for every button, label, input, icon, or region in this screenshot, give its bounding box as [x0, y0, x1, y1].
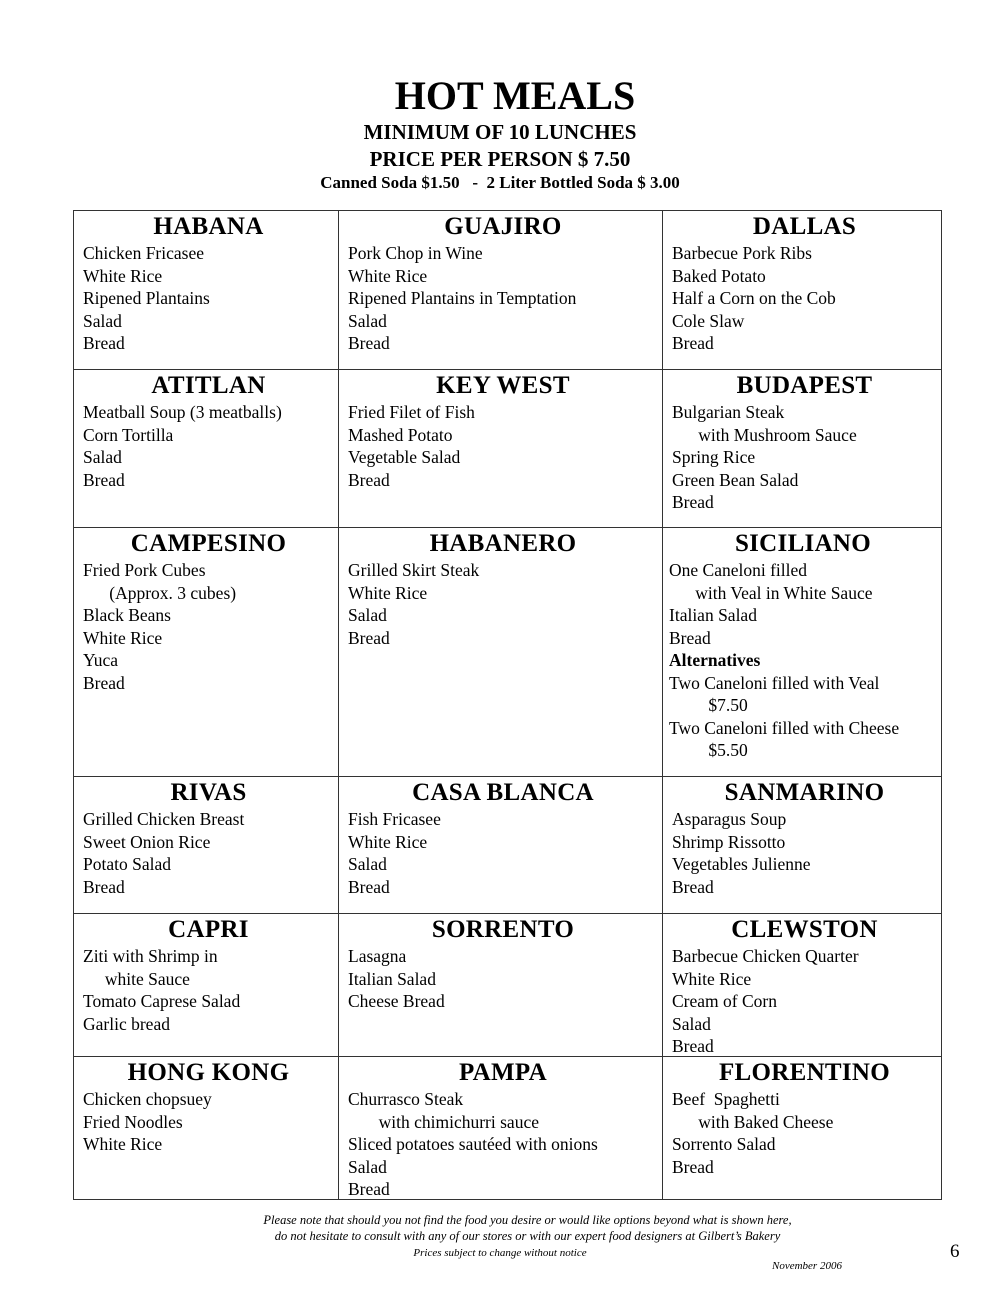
meal-cell-habanero: [339, 528, 663, 777]
meal-name: PAMPA: [458, 1059, 548, 1086]
meal-item: Spring Rice: [672, 447, 756, 467]
meal-item: Cheese Bread: [348, 991, 445, 1011]
meal-item: Italian Salad: [669, 605, 757, 625]
meal-name: KEY WEST: [436, 372, 570, 399]
meal-item: Salad: [83, 310, 122, 331]
meal-item: Mashed Potato: [348, 424, 453, 445]
meal-item: Ripened Plantains: [83, 288, 210, 308]
meal-item: white Sauce: [83, 968, 190, 989]
meal-item: Bread: [83, 672, 125, 693]
meal-name: CLEWSTON: [731, 916, 878, 943]
meal-item: White Rice: [83, 1134, 163, 1154]
meal-item: White Rice: [348, 265, 428, 286]
menu-table: [73, 210, 942, 1200]
minimum-lunches: MINIMUM OF 10 LUNCHES: [363, 120, 637, 144]
meal-name: SORRENTO: [431, 916, 575, 943]
meal-cell-pampa: [339, 1057, 663, 1199]
meal-item: White Rice: [83, 265, 163, 286]
meal-item: Churrasco Steak: [348, 1089, 464, 1109]
meal-item: Black Beans: [83, 605, 171, 625]
meal-cell-capri: [74, 914, 339, 1057]
meal-item: Green Bean Salad: [672, 469, 799, 490]
meal-name: CAPRI: [168, 916, 249, 943]
meal-item: Vegetables Julienne: [672, 854, 811, 874]
meal-cell-florentino: [663, 1057, 941, 1199]
meal-cell-habana: [74, 211, 339, 370]
meal-item: Grilled Skirt Steak: [348, 560, 480, 580]
meal-item: Bread: [83, 469, 125, 490]
meal-item: Fried Noodles: [83, 1111, 183, 1132]
meal-cell-hong-kong: [74, 1057, 339, 1199]
meal-item: White Rice: [348, 831, 428, 852]
meal-item: $5.50: [669, 740, 748, 760]
meal-name: CASA BLANCA: [412, 779, 594, 806]
meal-name: HABANA: [153, 213, 264, 240]
meal-item: Salad: [672, 1013, 711, 1034]
meal-item: Chicken Fricasee: [83, 243, 204, 263]
meal-item: Bread: [348, 876, 390, 897]
meal-name: HONG KONG: [127, 1059, 290, 1086]
meal-item: Fish Fricasee: [348, 809, 441, 829]
meal-item: Sweet Onion Rice: [83, 831, 211, 852]
meal-item: Bread: [83, 876, 125, 897]
document-date: November 2006: [772, 1260, 842, 1272]
meal-item: Barbecue Chicken Quarter: [672, 946, 859, 966]
footer-note-line-2: do not hesitate to consult with any of our stores or with our expert food designers at Gilbert’s Bakery: [274, 1229, 781, 1243]
meal-name: SANMARINO: [724, 779, 885, 806]
meal-name: GUAJIRO: [444, 213, 562, 240]
meal-name: SICILIANO: [734, 530, 872, 557]
meal-item: White Rice: [83, 627, 163, 648]
meal-item: with Mushroom Sauce: [672, 424, 857, 445]
meal-item: Sorrento Salad: [672, 1134, 776, 1154]
meal-item: Meatball Soup (3 meatballs): [83, 402, 282, 422]
soda-prices: Canned Soda $1.50 - 2 Liter Bottled Soda $ 3.00: [320, 173, 680, 192]
meal-item: Sliced potatoes sautéed with onions: [348, 1134, 598, 1154]
meal-cell-guajiro: [339, 211, 663, 370]
meal-item: Half a Corn on the Cob: [672, 288, 836, 308]
meal-item: Vegetable Salad: [348, 447, 461, 467]
meal-item: Salad: [348, 605, 387, 625]
meal-item: Bread: [348, 1179, 390, 1199]
meal-item: Grilled Chicken Breast: [83, 809, 245, 829]
meal-item: Cream of Corn: [672, 991, 777, 1011]
meal-item: Chicken chopsuey: [83, 1089, 212, 1109]
page-number: 6: [950, 1241, 960, 1262]
meal-item: Salad: [348, 854, 387, 874]
meal-item: Tomato Caprese Salad: [83, 991, 241, 1011]
meal-item: Bread: [672, 492, 714, 512]
meal-name: ATITLAN: [151, 372, 266, 399]
meal-item: with chimichurri sauce: [348, 1111, 539, 1132]
meal-cell-sorrento: [339, 914, 663, 1057]
meal-name: CAMPESINO: [130, 530, 287, 557]
price-per-person: PRICE PER PERSON $ 7.50: [369, 147, 631, 171]
page-title: HOT MEALS: [394, 73, 636, 118]
meal-name: RIVAS: [170, 779, 247, 806]
meal-cell-siciliano: [663, 528, 941, 777]
meal-cell-rivas: [74, 777, 339, 914]
meal-item: with Baked Cheese: [672, 1111, 834, 1132]
meal-item: Bread: [348, 469, 390, 490]
meal-name: DALLAS: [752, 213, 857, 240]
meal-name: FLORENTINO: [718, 1059, 891, 1086]
meal-item: with Veal in White Sauce: [669, 582, 873, 603]
meal-item: Salad: [348, 1156, 387, 1177]
meal-item: Cole Slaw: [672, 310, 745, 331]
meal-item: One Caneloni filled: [669, 560, 808, 580]
meal-item: Two Caneloni filled with Veal: [669, 672, 880, 693]
meal-item: Alternatives: [669, 650, 761, 670]
meal-item: Two Caneloni filled with Cheese: [669, 717, 900, 738]
meal-item: Bread: [672, 1036, 714, 1056]
meal-item: Salad: [83, 447, 122, 467]
meal-item: (Approx. 3 cubes): [83, 582, 237, 603]
meal-cell-clewston: [663, 914, 941, 1057]
meal-item: Lasagna: [348, 946, 407, 966]
meal-item: Garlic bread: [83, 1013, 170, 1034]
meal-cell-dallas: [663, 211, 941, 370]
meal-item: Ziti with Shrimp in: [83, 946, 218, 966]
meal-item: Bulgarian Steak: [672, 402, 785, 422]
meal-name: BUDAPEST: [736, 372, 873, 399]
meal-cell-key-west: [339, 370, 663, 528]
meal-item: Yuca: [83, 650, 118, 670]
meal-item: Barbecue Pork Ribs: [672, 243, 812, 263]
meal-item: Baked Potato: [672, 265, 766, 286]
meal-cell-atitlan: [74, 370, 339, 528]
meal-item: Bread: [672, 333, 714, 353]
meal-item: Bread: [672, 1156, 714, 1177]
meal-cell-casa-blanca: [339, 777, 663, 914]
meal-item: White Rice: [672, 968, 752, 989]
footer-note-line-1: Please note that should you not find the food you desire or would like options beyond what is shown here,: [263, 1213, 792, 1227]
meal-item: Fried Filet of Fish: [348, 402, 475, 422]
meal-item: Shrimp Rissotto: [672, 831, 786, 852]
prices-note: Prices subject to change without notice: [413, 1247, 587, 1259]
meal-item: $7.50: [669, 695, 748, 715]
meal-item: Bread: [83, 333, 125, 353]
meal-item: Bread: [348, 333, 390, 353]
meal-item: White Rice: [348, 582, 428, 603]
meal-item: Beef Spaghetti: [672, 1089, 780, 1109]
meal-item: Corn Tortilla: [83, 424, 174, 445]
meal-item: Bread: [672, 876, 714, 897]
meal-item: Italian Salad: [348, 968, 436, 989]
meal-item: Salad: [348, 310, 387, 331]
meal-item: Fried Pork Cubes: [83, 560, 206, 580]
meal-item: Pork Chop in Wine: [348, 243, 483, 263]
meal-item: Bread: [348, 627, 390, 648]
meal-cell-sanmarino: [663, 777, 941, 914]
meal-cell-budapest: [663, 370, 941, 528]
meal-item: Bread: [669, 627, 711, 648]
meal-cell-campesino: [74, 528, 339, 777]
meal-item: Potato Salad: [83, 854, 171, 874]
meal-item: Ripened Plantains in Temptation: [348, 288, 577, 308]
meal-name: HABANERO: [429, 530, 577, 557]
meal-item: Asparagus Soup: [672, 809, 787, 829]
